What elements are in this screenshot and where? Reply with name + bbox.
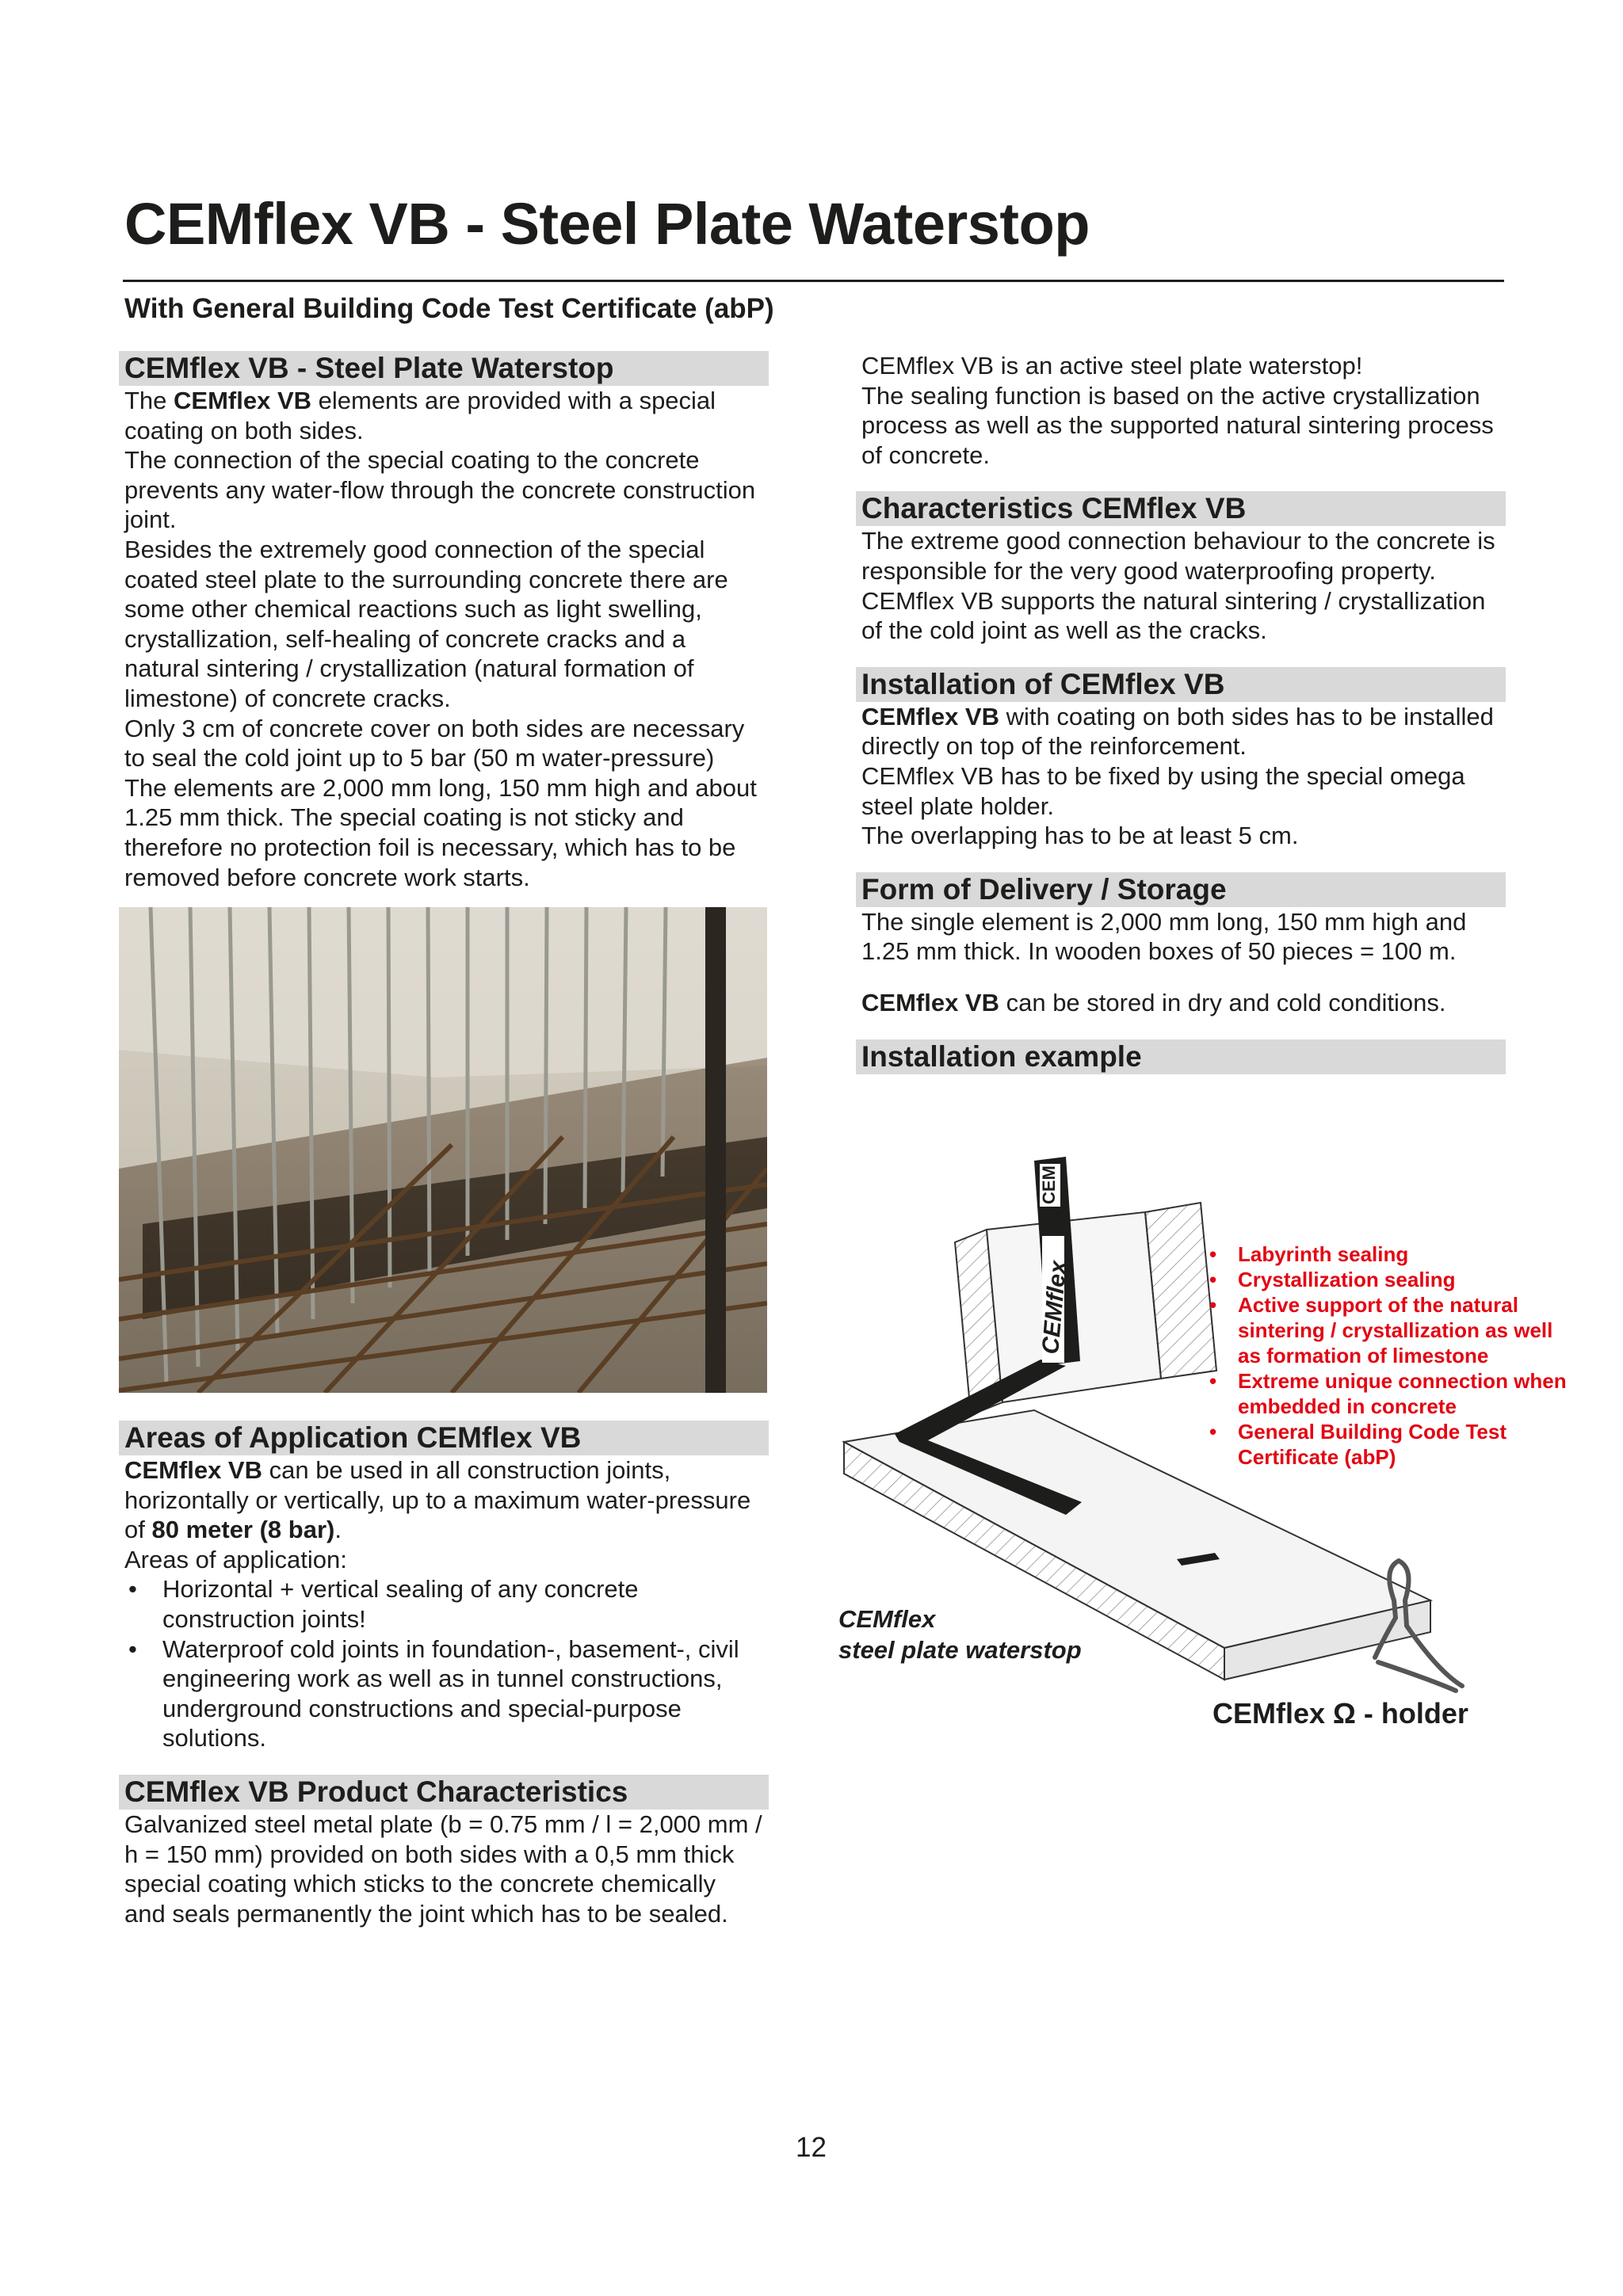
list-item: • Extreme unique connection when embedded in concrete [1209, 1369, 1567, 1418]
areas-paragraph-1: CEMflex VB can be used in all construction joints, horizontally or vertically, up to a maximum water-pressure of 80 meter (8 bar). [124, 1456, 751, 1544]
page-title: CEMflex VB - Steel Plate Waterstop [124, 191, 1090, 257]
list-item: • Labyrinth sealing [1209, 1242, 1409, 1266]
list-item: • Active support of the natural sintering / crystallization as well as formation of limestone [1209, 1293, 1553, 1367]
bullet-icon: • [1209, 1268, 1217, 1291]
section-heading-characteristics: Characteristics CEMflex VB [856, 491, 1506, 526]
characteristics-paragraph-2: CEMflex VB supports the natural sintering / crystallization of the cold joint as well as the cracks. [861, 586, 1486, 645]
section-heading-waterstop: CEMflex VB - Steel Plate Waterstop [119, 351, 769, 386]
page-number: 12 [796, 2132, 827, 2163]
list-item: • Horizontal + vertical sealing of any concrete construction joints! [128, 1575, 639, 1634]
installation-paragraph-1: CEMflex VB with coating on both sides has to be installed directly on top of the reinforcement. [861, 702, 1494, 761]
site-installation-photo [119, 907, 767, 1393]
waterstop-paragraph-5: The elements are 2,000 mm long, 150 mm high and about 1.25 mm thick. The special coating is not sticky and therefore no protection foil is necessary, which has to be removed before concrete work starts. [124, 773, 757, 891]
delivery-paragraph-2: CEMflex VB can be stored in dry and cold conditions. [861, 988, 1446, 1016]
plate-label-side: CEMflex [1037, 1259, 1072, 1356]
bullet-icon: • [1209, 1293, 1217, 1317]
section-heading-delivery: Form of Delivery / Storage [856, 872, 1506, 907]
product-characteristics-paragraph: Galvanized steel metal plate (b = 0.75 mm / l = 2,000 mm / h = 150 mm) provided on both sides with a 0,5 mm thick special coating which sticks to the concrete chemically and seals permanently the joint which has to be sealed. [124, 1810, 762, 1928]
waterstop-paragraph-2: The connection of the special coating to the concrete prevents any water-flow through the concrete construction joint. [124, 446, 756, 534]
bullet-icon: • [128, 1575, 137, 1604]
intro-paragraph-2: The sealing function is based on the active crystallization process as well as the supported natural sintering process of concrete. [861, 381, 1494, 469]
left-column [119, 351, 769, 1928]
section-heading-areas: Areas of Application CEMflex VB [119, 1421, 769, 1455]
bullet-icon: • [1209, 1420, 1217, 1444]
section-heading-installation: Installation of CEMflex VB [856, 667, 1506, 702]
plate-label-top: CEM [1039, 1165, 1059, 1204]
waterstop-paragraph-3: Besides the extremely good connection of the special coated steel plate to the surrounding concrete there are some other chemical reactions such as light swelling, crystallization, self-healing of concrete cracks and a natural sintering / crystallization (natural formation of limestone) of concrete cracks. [124, 535, 728, 712]
list-item: • Crystallization sealing [1209, 1268, 1456, 1291]
bullet-icon: • [1209, 1369, 1217, 1393]
caption-line-1: CEMflex [838, 1605, 936, 1633]
areas-paragraph-2: Areas of application: [124, 1545, 347, 1573]
delivery-paragraph-1: The single element is 2,000 mm long, 150 mm high and 1.25 mm thick. In wooden boxes of 50 pieces = 100 m. [861, 907, 1467, 966]
areas-bullet-list [119, 1574, 769, 1753]
bullet-icon: • [128, 1634, 137, 1663]
installation-paragraph-2: CEMflex VB has to be fixed by using the special omega steel plate holder. [861, 761, 1465, 820]
list-item: • General Building Code Test Certificate (abP) [1209, 1420, 1507, 1469]
diagram-caption [838, 1604, 1082, 1665]
installation-paragraph-3: The overlapping has to be at least 5 cm. [861, 822, 1299, 850]
waterstop-paragraph-4: Only 3 cm of concrete cover on both sides are necessary to seal the cold joint up to 5 bar (50 m water-pressure) [124, 714, 745, 772]
intro-paragraph-1: CEMflex VB is an active steel plate waterstop! [861, 352, 1363, 379]
page-subtitle: With General Building Code Test Certificate (abP) [124, 293, 774, 324]
holder-label: CEMflex Ω - holder [1212, 1697, 1468, 1730]
diagram-features-list [1203, 1241, 1568, 1470]
right-column [856, 351, 1506, 1074]
bullet-icon: • [1209, 1242, 1217, 1266]
characteristics-paragraph-1: The extreme good connection behaviour to the concrete is responsible for the very good waterproofing property. [861, 527, 1495, 585]
section-heading-installation-example: Installation example [856, 1039, 1506, 1074]
title-divider [123, 280, 1504, 282]
caption-line-2: steel plate waterstop [838, 1636, 1082, 1664]
waterstop-paragraph-1: The CEMflex VB elements are provided with a special coating on both sides. [124, 387, 716, 444]
section-heading-product-characteristics: CEMflex VB Product Characteristics [119, 1775, 769, 1810]
list-item: • Waterproof cold joints in foundation-, basement-, civil engineering work as well as in tunnel constructions, underground constructions and special-purpose solutions. [128, 1634, 739, 1753]
